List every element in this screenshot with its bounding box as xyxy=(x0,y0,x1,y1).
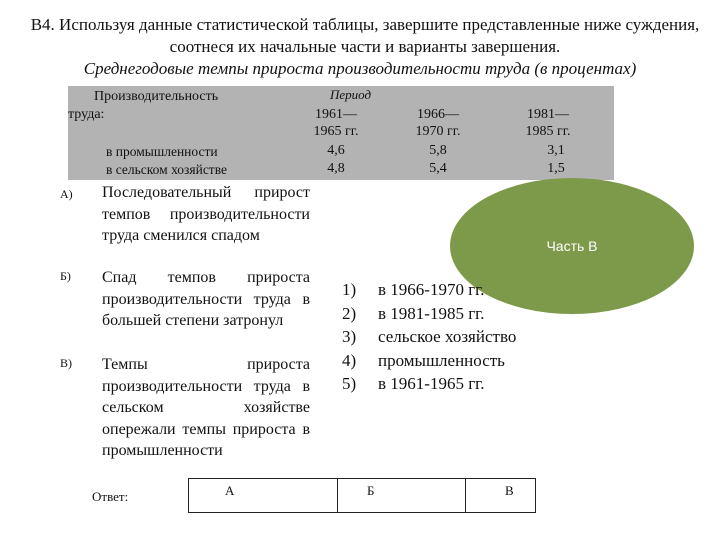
answer-cell-b[interactable] xyxy=(337,479,466,512)
statement-letter: А) xyxy=(60,187,73,201)
period-1: 1961— 1965 гг. xyxy=(313,107,359,139)
statement-b: Спад темпов прироста производительности труда в большей степени затронул xyxy=(102,269,310,330)
cell: 5,4 xyxy=(429,161,447,176)
list-item xyxy=(342,302,516,326)
answer-col-c: В xyxy=(505,483,514,498)
statistics-table xyxy=(68,86,614,180)
option-number: 2) xyxy=(342,303,357,323)
row-label: в сельском хозяйстве xyxy=(106,162,227,177)
list-item xyxy=(342,372,516,396)
cell: 3,1 xyxy=(547,143,565,158)
answer-col-a: А xyxy=(225,483,235,498)
statement-letter: В) xyxy=(60,356,72,370)
option-number: 1) xyxy=(342,280,357,299)
task-intro: В4. Используя данные статистической таблицы, завершите представленные ниже суждения, соотнеся их начальные части и варианты завершения. xyxy=(30,15,700,56)
option-number: 5) xyxy=(342,374,357,394)
answer-cell-a[interactable] xyxy=(189,479,338,512)
cell: 4,8 xyxy=(327,161,345,176)
period-2: 1966— 1970 гг. xyxy=(415,107,461,139)
statement-a: Последовательный прирост темпов производительности труда сменился спадом xyxy=(102,184,310,245)
list-item xyxy=(342,349,516,373)
option-text: в 1981-1985 гг. xyxy=(378,303,485,323)
answer-table xyxy=(188,478,536,513)
option-text: в 1961-1965 гг. xyxy=(378,374,485,394)
option-number: 3) xyxy=(342,327,357,347)
badge-label: Часть В xyxy=(546,238,598,254)
row-label: в промышленности xyxy=(106,144,218,159)
table-caption: Среднегодовые темпы прироста производительности труда (в процентах) xyxy=(83,59,637,78)
completion-options xyxy=(342,278,516,396)
option-text: промышленность xyxy=(378,350,505,370)
option-text: в 1966-1970 гг. xyxy=(378,280,485,299)
answer-label: Ответ: xyxy=(92,489,129,504)
answer-col-b: Б xyxy=(367,483,375,498)
statement-c: Темпы прироста производительности труда в сельском хозяйстве опережали темпы прироста в промышленности xyxy=(102,356,310,460)
option-number: 4) xyxy=(342,350,357,370)
cell: 4,6 xyxy=(327,143,345,158)
cell: 1,5 xyxy=(547,161,565,176)
row-header: Производительность xyxy=(94,89,219,104)
cell: 5,8 xyxy=(429,143,447,158)
option-text: сельское хозяйство xyxy=(378,327,517,347)
list-item xyxy=(342,278,516,302)
row-header-cont: труда: xyxy=(68,107,105,122)
statement-letter: Б) xyxy=(60,269,71,283)
period-label: Период xyxy=(330,87,372,102)
list-item xyxy=(342,325,516,349)
period-3: 1981— 1985 гг. xyxy=(525,107,571,139)
